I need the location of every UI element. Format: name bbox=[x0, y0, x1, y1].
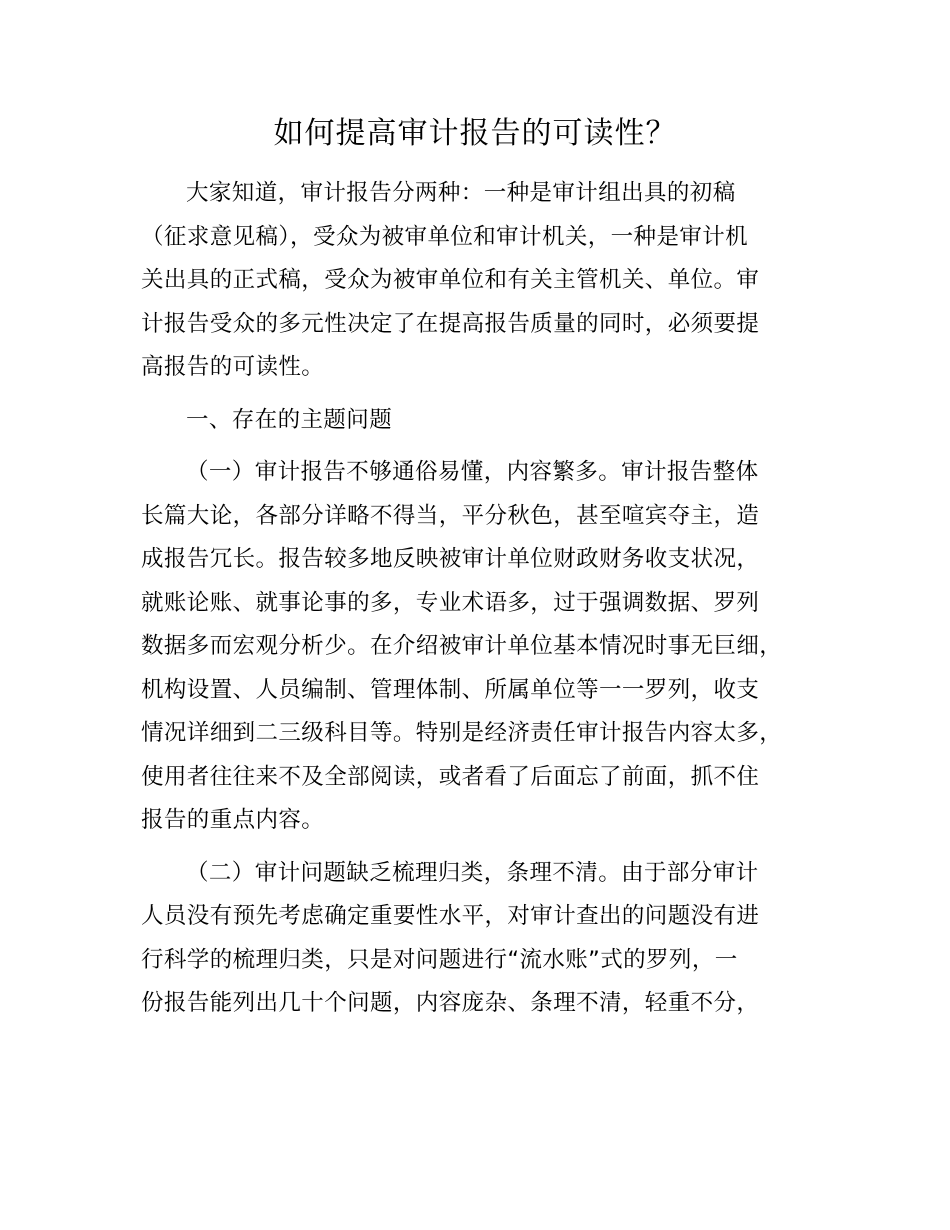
text-line: 使用者往往来不及全部阅读，或者看了后面忘了前面，抓不住 bbox=[141, 763, 760, 790]
text-line: 报告的重点内容。 bbox=[141, 807, 325, 833]
text-line: （二）审计问题缺乏梳理归类，条理不清。由于部分审计 bbox=[186, 859, 759, 886]
text-line: 行科学的梳理归类，只是对问题进行“流水账”式的罗列，一 bbox=[141, 946, 738, 973]
text-line: 人员没有预先考虑确定重要性水平，对审计查出的问题没有进 bbox=[141, 903, 760, 929]
text-line: 高报告的可读性。 bbox=[141, 354, 325, 380]
text-line: （一）审计报告不够通俗易懂，内容繁多。审计报告整体 bbox=[186, 459, 759, 485]
text-line: 成报告冗长。报告较多地反映被审计单位财政财务收支状况， bbox=[141, 546, 760, 572]
text-line: 机构设置、人员编制、管理体制、所属单位等一一罗列，收支 bbox=[141, 676, 760, 703]
text-line: 大家知道，审计报告分两种：一种是审计组出具的初稿 bbox=[186, 180, 736, 206]
text-line: 份报告能列出几十个问题，内容庞杂、条理不清，轻重不分， bbox=[141, 990, 760, 1016]
document-body bbox=[141, 172, 816, 1035]
text-line: 长篇大论，各部分详略不得当，平分秋色，甚至喧宾夺主，造 bbox=[141, 502, 760, 529]
text-line: 计报告受众的多元性决定了在提高报告质量的同时，必须要提 bbox=[141, 310, 760, 337]
text-line: （征求意见稿），受众为被审单位和审计机关，一种是审计机 bbox=[141, 223, 749, 250]
paragraph-intro bbox=[141, 172, 816, 390]
paragraph-issue-2 bbox=[141, 852, 816, 1026]
text-line: 一、存在的主题问题 bbox=[186, 406, 393, 433]
text-line: 关出具的正式稿，受众为被审单位和有关主管机关、单位。审 bbox=[141, 267, 760, 293]
document-title: 如何提高审计报告的可读性？ bbox=[273, 116, 677, 151]
section-heading bbox=[141, 399, 816, 443]
text-line: 数据多而宏观分析少。在介绍被审计单位基本情况时事无巨细， bbox=[141, 633, 783, 659]
text-line: 情况详细到二三级科目等。特别是经济责任审计报告内容太多， bbox=[141, 720, 783, 746]
text-line: 就账论账、就事论事的多，专业术语多，过于强调数据、罗列 bbox=[141, 589, 760, 616]
paragraph-issue-1 bbox=[141, 451, 816, 843]
